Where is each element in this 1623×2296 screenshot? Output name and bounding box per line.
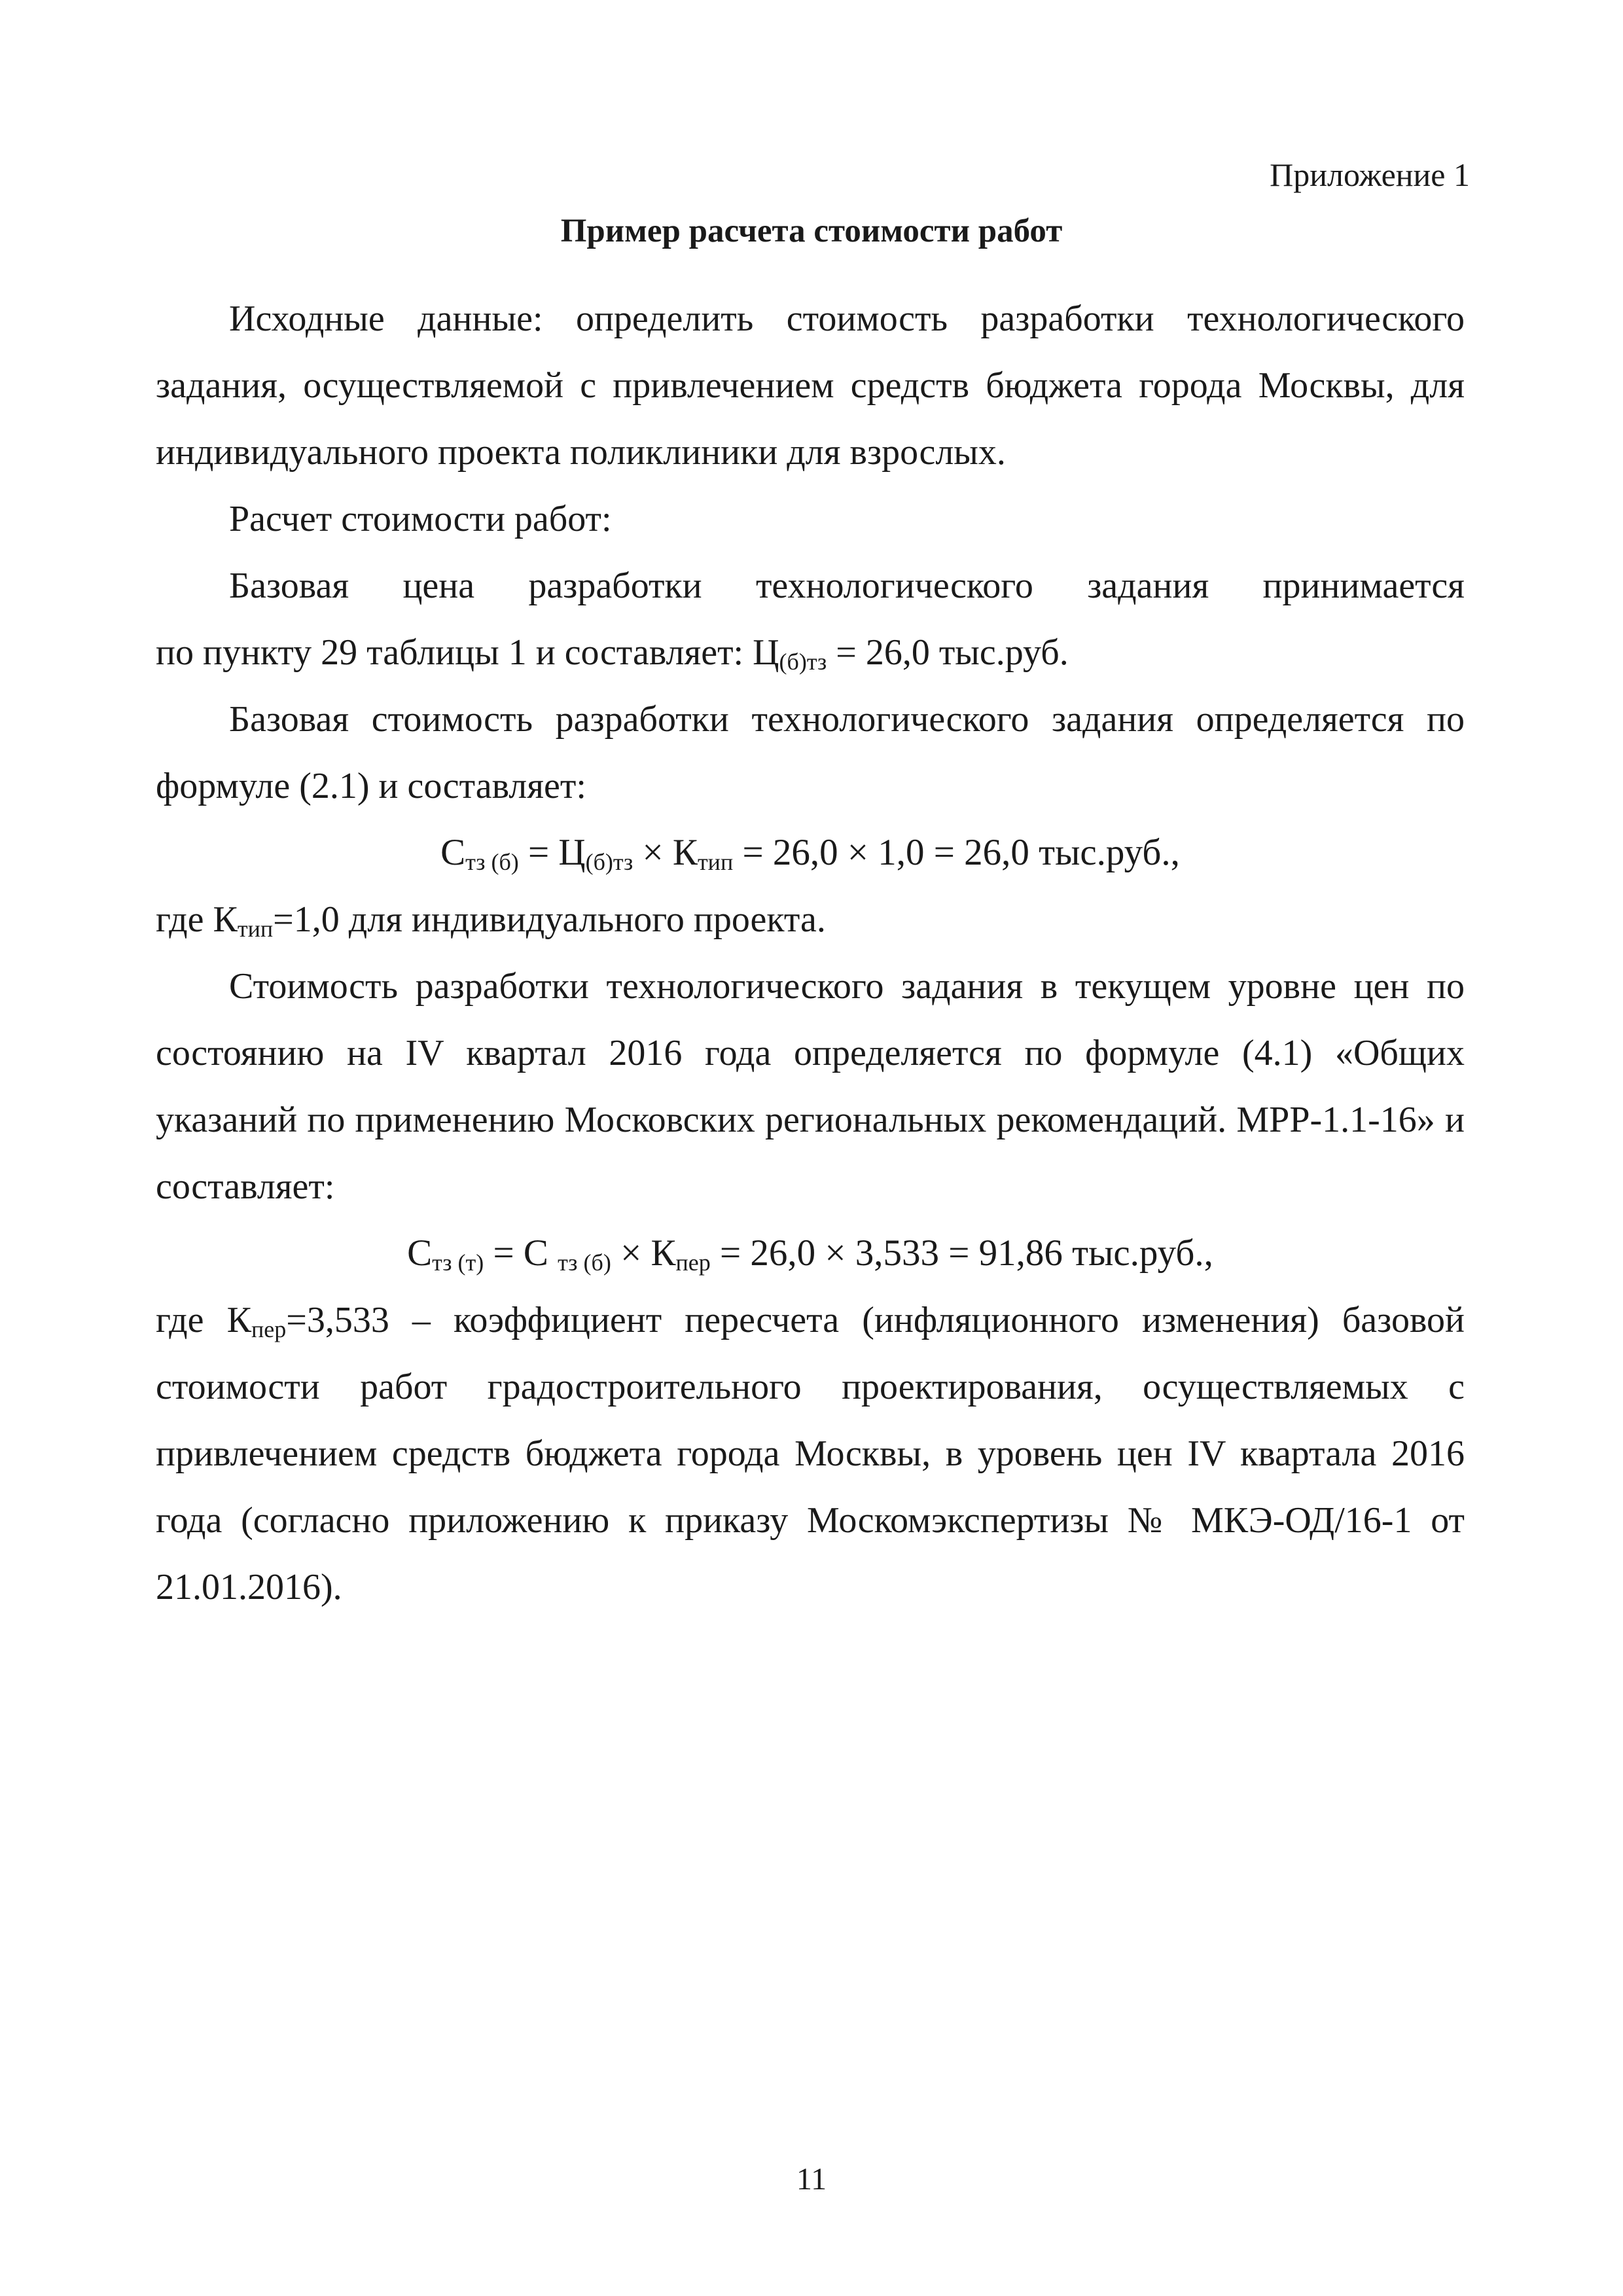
symbol: × К bbox=[633, 832, 698, 873]
word: принимается bbox=[1262, 565, 1465, 606]
subscript: (б)тз bbox=[585, 849, 633, 875]
symbol: С bbox=[440, 832, 466, 873]
paragraph-initial-data: Исходные данные: определить стоимость разработки технологического задания, осуществляемой с привлечением средств бюджета города Москвы, для индивидуального проекта поликлиники для взрослых. bbox=[156, 298, 1465, 473]
formula-base-cost bbox=[156, 819, 1465, 886]
formula-result: = 26,0 × 3,533 = 91,86 тыс.руб., bbox=[710, 1232, 1213, 1274]
word: разработки bbox=[528, 565, 702, 606]
text: = 26,0 тыс.руб. bbox=[827, 632, 1069, 673]
word: технологического bbox=[755, 565, 1033, 606]
subscript: пер bbox=[675, 1249, 711, 1276]
text: где К bbox=[156, 1300, 251, 1340]
document-body bbox=[156, 285, 1465, 1621]
formula-current-cost bbox=[156, 1220, 1465, 1287]
symbol: = Ц bbox=[518, 832, 586, 873]
word: Базовая bbox=[229, 565, 349, 606]
paragraph-current-cost: Стоимость разработки технологического задания в текущем уровне цен по состоянию на IV квартал 2016 года определяется по формуле (4.1) «Общих указаний по применению Московских региональных рекомендаций. МРР-1.1-16» и составляет: bbox=[156, 966, 1465, 1207]
subscript: тип bbox=[237, 916, 274, 942]
formula-result: = 26,0 × 1,0 = 26,0 тыс.руб., bbox=[733, 832, 1180, 873]
symbol: С bbox=[407, 1232, 433, 1274]
symbol: × К bbox=[611, 1232, 676, 1274]
text: =1,0 для индивидуального проекта. bbox=[273, 899, 826, 940]
page-number: 11 bbox=[796, 2162, 827, 2197]
appendix-label: Приложение 1 bbox=[1270, 156, 1470, 193]
paragraph-base-price-line1 bbox=[229, 552, 1465, 619]
subscript: тз (т) bbox=[432, 1249, 484, 1276]
word: задания bbox=[1087, 565, 1209, 606]
text: где К bbox=[156, 899, 238, 940]
word: цена bbox=[402, 565, 475, 606]
paragraph-base-price-line2 bbox=[156, 619, 1465, 686]
paragraph-base-cost: Базовая стоимость разработки технологического задания определяется по формуле (2.1) и составляет: bbox=[156, 699, 1465, 806]
paragraph-calc-heading: Расчет стоимости работ: bbox=[229, 499, 612, 539]
symbol: = С bbox=[484, 1232, 558, 1274]
paragraph-kper-note bbox=[156, 1287, 1465, 1621]
subscript: пер bbox=[251, 1316, 287, 1342]
subscript: тип bbox=[697, 849, 734, 875]
page-title: Пример расчета стоимости работ bbox=[560, 213, 1063, 249]
text: по пункту 29 таблицы 1 и составляет: Ц bbox=[156, 632, 779, 673]
subscript: (б)тз bbox=[779, 649, 827, 675]
subscript: тз (б) bbox=[465, 849, 519, 875]
text: =3,533 – коэффициент пересчета (инфляционного изменения) базовой стоимости работ градостроительного проектирования, осуществляемых с привлечением средств бюджета города Москвы, в уровень цен IV квартала 2016 года (согласно приложению к приказу Москомэкспертизы № МКЭ-ОД/16-1 от 21.01.2016). bbox=[156, 1300, 1465, 1607]
subscript: тз (б) bbox=[558, 1249, 611, 1276]
paragraph-ktip-note bbox=[156, 886, 1465, 953]
